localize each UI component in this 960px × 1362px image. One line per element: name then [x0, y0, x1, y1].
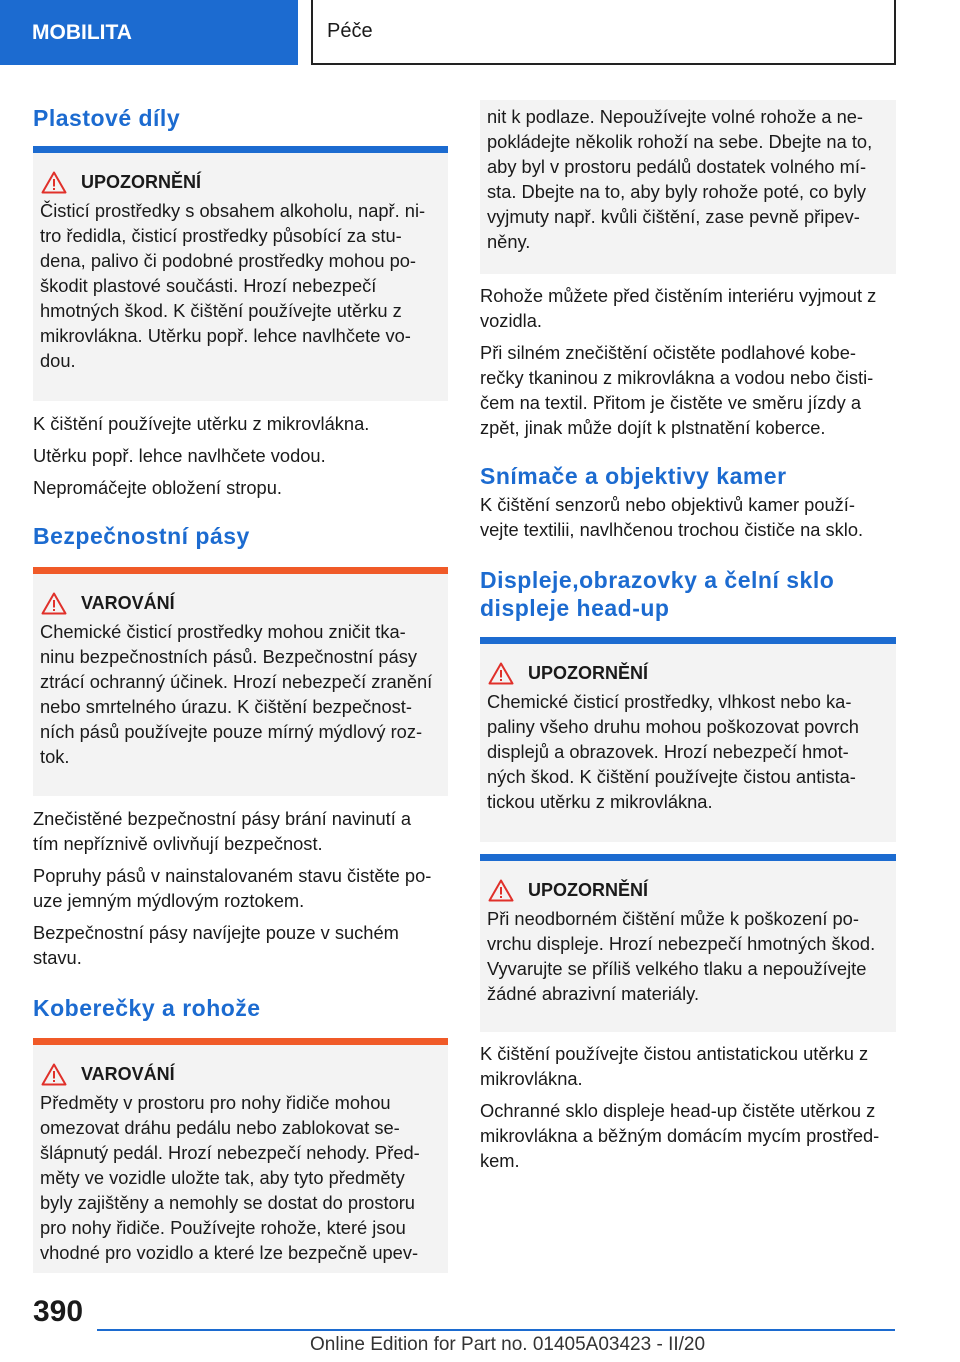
section-bar	[33, 146, 448, 153]
page-number: 390	[33, 1295, 84, 1328]
paragraph: Nepromáčejte obložení stropu.	[33, 477, 282, 498]
notice-text: Čisticí prostředky s obsahem alkoholu, např. ni- tro ředidla, čisticí prostředky působící za stu- dena, palivo či podobné prostředky mohou po- škodit plastové součásti. Hrozí nebezpečí hmotných škod. K čištění používejte utěrku z mikrovlákna. Utěrku popř. lehce navlhčete vo- dou.	[40, 200, 426, 371]
notice-title: UPOZORNĚNÍ	[528, 880, 649, 900]
notice-title: VAROVÁNÍ	[81, 593, 175, 613]
notice-belts	[33, 574, 448, 796]
section-tab	[0, 0, 298, 65]
warning-bar	[33, 1038, 448, 1045]
footer-rule	[97, 1329, 895, 1331]
heading-plastic: Plastové díly	[33, 105, 181, 131]
warning-triangle-icon	[488, 662, 514, 685]
paragraph: K čištění používejte čistou antistatickou utěrku z mikrovlákna.	[480, 1043, 869, 1089]
notice-title: VAROVÁNÍ	[81, 1064, 175, 1084]
page-title	[311, 0, 896, 65]
edition-note: Online Edition for Part no. 01405A03423 - II/20	[310, 1334, 706, 1355]
page-title-label: Péče	[327, 20, 373, 42]
paragraph: Znečistěné bezpečnostní pásy brání navinutí a tím nepříznivě ovlivňují bezpečnost.	[33, 808, 412, 854]
left-column	[33, 96, 448, 1273]
notice-displays-1	[480, 644, 896, 842]
paragraph: Utěrku popř. lehce navlhčete vodou.	[33, 445, 326, 466]
notice-text: Chemické čisticí prostředky, vlhkost nebo ka- paliny všeho druhu mohou poškozovat povrch displejů a obrazovek. Hrozí nebezpečí hmot- ných škod. K čištění používejte čistou antista- tickou utěrku z mikrovlákna.	[487, 691, 859, 812]
notice-displays-2	[480, 861, 896, 1032]
notice-text: Chemické čisticí prostředky mohou zničit tka- ninu bezpečnostních pásů. Bezpečnostní pásy ztrácí ochranný účinek. Hrozí nebezpečí zranění nebo smrtelného úrazu. K čištění bezpečnost- ních pásů používejte pouze mírný mýdlový roz- tok.	[40, 621, 433, 767]
heading-mats: Koberečky a rohože	[33, 995, 261, 1021]
paragraph: Bezpečnostní pásy navíjejte pouze v suchém stavu.	[33, 922, 399, 968]
notice-mats-continued	[480, 100, 896, 274]
warning-triangle-icon	[41, 1063, 67, 1086]
paragraph: Ochranné sklo displeje head-up čistěte utěrkou z mikrovlákna a běžným domácím mycím prostřed- kem.	[480, 1100, 880, 1171]
warning-triangle-icon	[41, 592, 67, 615]
section-bar	[480, 637, 896, 644]
notice-text: Při neodborném čištění může k poškození po- vrchu displeje. Hrozí nebezpečí hmotných škod. Vyvarujte se příliš velkého tlaku a nepoužívejte žádné abrazivní materiály.	[487, 908, 876, 1004]
warning-triangle-icon	[488, 879, 514, 902]
heading-sensors: Snímače a objektivy kamer	[480, 463, 787, 489]
notice-text: nit k podlaze. Nepoužívejte volné rohože a ne- pokládejte několik rohoží na sebe. Dbejte na to, aby byl v prostoru pedálů dostatek volného mí- sta. Dbejte na to, aby byly rohože poté, co byly vyjmuty např. kvůli čištění, zase pevně připev- něny.	[487, 106, 873, 252]
paragraph: Rohože můžete před čistěním interiéru vyjmout z vozidla.	[480, 285, 877, 331]
heading-belts: Bezpečnostní pásy	[33, 523, 250, 549]
right-column	[480, 100, 896, 1173]
warning-triangle-icon	[41, 171, 67, 194]
paragraph: Při silném znečištění očistěte podlahové kobe- rečky tkaninou z mikrovlákna a vodou nebo čisti- čem na textil. Přitom je čistěte ve směru jízdy a zpět, jinak může dojít k plstnatění koberce.	[480, 342, 874, 438]
heading-displays: Displeje,obrazovky a čelní sklo displeje head-up	[480, 567, 835, 621]
paragraph: K čištění používejte utěrku z mikrovlákna.	[33, 413, 370, 434]
paragraph: Popruhy pásů v nainstalovaném stavu čistěte po- uze jemným mýdlovým roztokem.	[33, 865, 432, 911]
notice-mats	[33, 1045, 448, 1273]
notice-title: UPOZORNĚNÍ	[528, 663, 649, 683]
paragraph: K čištění senzorů nebo objektivů kamer použí- vejte textilii, navlhčenou trochou čističe na sklo.	[480, 494, 864, 540]
section-label: MOBILITA	[32, 20, 132, 44]
notice-title: UPOZORNĚNÍ	[81, 172, 202, 192]
section-bar	[480, 854, 896, 861]
notice-plastic	[33, 153, 448, 401]
notice-text: Předměty v prostoru pro nohy řidiče mohou omezovat dráhu pedálu nebo zablokovat se- šlápnutý pedál. Hrozí nebezpečí nehody. Před- měty ve vozidle uložte tak, aby tyto předměty byly zajištěny a nemohly se dostat do prostoru pro nohy řidiče. Používejte rohože, které jsou vhodné pro vozidlo a které lze bezpečně upev-	[40, 1092, 420, 1263]
warning-bar	[33, 567, 448, 574]
